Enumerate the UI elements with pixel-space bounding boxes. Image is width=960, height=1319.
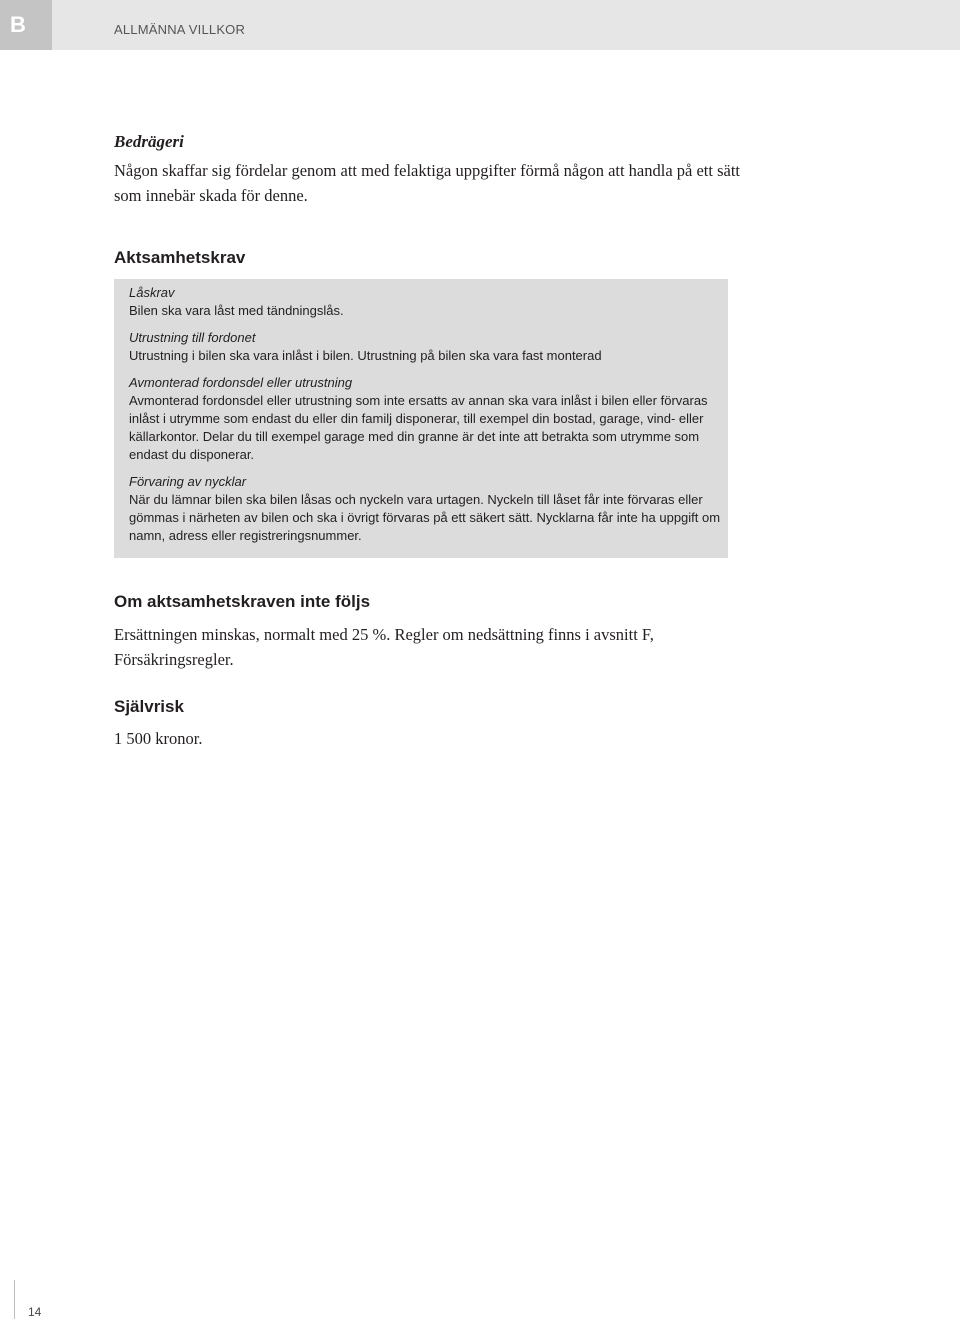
header-title: ALLMÄNNA VILLKOR — [114, 22, 246, 37]
bedrageri-text: Någon skaffar sig fördelar genom att med felaktiga uppgifter förmå någon att handla på ett sätt som innebär skada för denne. — [114, 161, 741, 205]
requirement-label: Förvaring av nycklar — [129, 474, 247, 489]
om-aktsamhetskraven-heading: Om aktsamhetskraven inte följs — [114, 592, 371, 611]
requirement-text: När du lämnar bilen ska bilen låsas och nyckeln vara urtagen. Nyckeln till låset får inte förvaras eller gömmas i närheten av bilen och ska i övrigt förvaras på ett säkert sätt. Nycklarna får inte ha uppgift om namn, adress eller registreringsnummer. — [129, 492, 721, 543]
requirement-text: Avmonterad fordonsdel eller utrustning som inte ersatts av annan ska vara inlåst i bilen eller förvaras inlåst i utrymme som endast du eller din familj disponerar, till exempel din bostad, garage, vind- eller källarkontor. Delar du till exempel garage med din granne är det inte att betrakta som utrymme som endast du disponerar. — [129, 393, 708, 462]
om-aktsamhetskraven-text: Ersättningen minskas, normalt med 25 %. Regler om nedsättning finns i avsnitt F, Försäkringsregler. — [114, 625, 654, 669]
aktsamhetskrav-heading: Aktsamhetskrav — [114, 248, 246, 267]
requirement-item — [129, 374, 728, 464]
page-number-rule — [14, 1280, 15, 1319]
sjalvrisk-heading: Självrisk — [114, 697, 184, 716]
requirement-item — [129, 473, 728, 545]
main-content — [114, 132, 754, 751]
requirement-label: Avmonterad fordonsdel eller utrustning — [129, 375, 353, 390]
requirement-item — [129, 329, 728, 365]
header-bar — [0, 0, 960, 50]
aktsamhetskrav-box — [114, 279, 728, 558]
requirement-item — [129, 284, 728, 320]
section-letter: B — [0, 0, 52, 50]
page-number: 14 — [28, 1305, 42, 1319]
sjalvrisk-text: 1 500 kronor. — [114, 729, 203, 748]
requirement-text: Utrustning i bilen ska vara inlåst i bilen. Utrustning på bilen ska vara fast monterad — [129, 348, 602, 363]
requirement-text: Bilen ska vara låst med tändningslås. — [129, 303, 344, 318]
requirement-label: Utrustning till fordonet — [129, 330, 256, 345]
bedrageri-title: Bedrägeri — [114, 132, 184, 151]
requirement-label: Låskrav — [129, 285, 175, 300]
